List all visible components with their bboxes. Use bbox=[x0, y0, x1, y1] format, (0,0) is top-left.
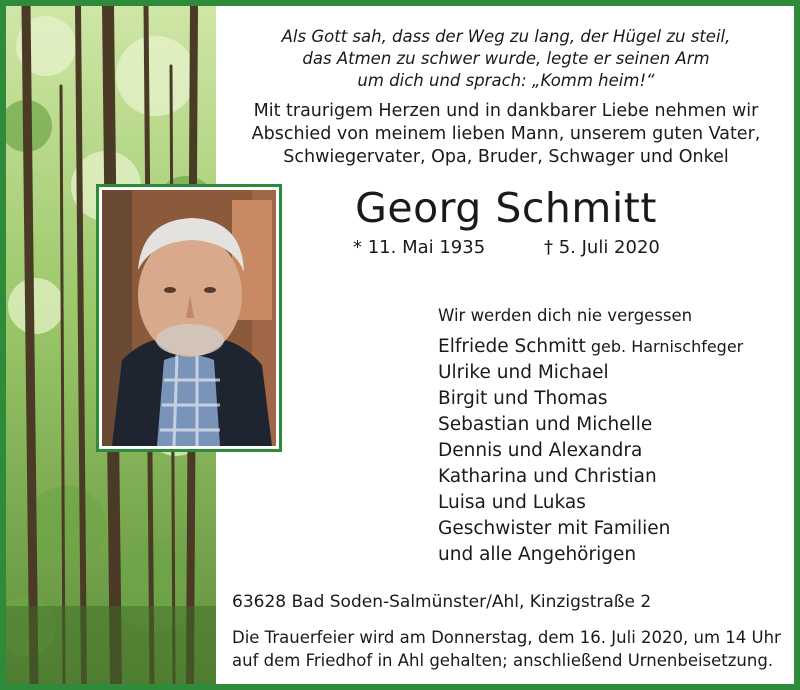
birth-date: * 11. Mai 1935 bbox=[353, 237, 486, 258]
member-name: Luisa und Lukas bbox=[438, 492, 586, 513]
funeral-line: auf dem Friedhof in Ahl gehalten; anschließend Urnenbeisetzung. bbox=[232, 651, 774, 670]
intro-line: Abschied von meinem lieben Mann, unserem guten Vater, bbox=[251, 124, 761, 144]
family-member bbox=[438, 464, 788, 490]
family-motto: Wir werden dich nie vergessen bbox=[438, 306, 693, 325]
member-name: Ulrike und Michael bbox=[438, 362, 609, 383]
family-member bbox=[438, 360, 788, 386]
family-member bbox=[438, 490, 788, 516]
quote-line: das Atmen zu schwer wurde, legte er seinen Arm bbox=[302, 49, 710, 68]
funeral-line: Die Trauerfeier wird am Donnerstag, dem 16. Juli 2020, um 14 Uhr bbox=[232, 628, 781, 647]
portrait-photo bbox=[96, 184, 282, 452]
intro-line: Mit traurigem Herzen und in dankbarer Liebe nehmen wir bbox=[253, 101, 759, 121]
funeral-info bbox=[232, 626, 781, 672]
family-member bbox=[438, 412, 788, 438]
family-member bbox=[438, 542, 788, 568]
member-name: Birgit und Thomas bbox=[438, 388, 608, 409]
family-member bbox=[438, 334, 788, 360]
family-member bbox=[438, 438, 788, 464]
member-name: Dennis und Alexandra bbox=[438, 440, 643, 461]
family-member bbox=[438, 516, 788, 542]
member-name: Katharina und Christian bbox=[438, 466, 657, 487]
member-name: Elfriede Schmitt bbox=[438, 336, 586, 357]
family-list bbox=[438, 304, 788, 568]
intro-line: Schwiegervater, Opa, Bruder, Schwager und Onkel bbox=[283, 147, 729, 167]
intro-text bbox=[236, 100, 776, 169]
member-suffix: geb. Harnischfeger bbox=[585, 337, 744, 356]
address: 63628 Bad Soden-Salmünster/Ahl, Kinzigstraße 2 bbox=[232, 592, 652, 612]
family-member bbox=[438, 386, 788, 412]
member-name: und alle Angehörigen bbox=[438, 544, 637, 565]
deceased-name: Georg Schmitt bbox=[355, 184, 657, 232]
member-name: Sebastian und Michelle bbox=[438, 414, 653, 435]
quote bbox=[236, 26, 776, 92]
quote-line: Als Gott sah, dass der Weg zu lang, der Hügel zu steil, bbox=[281, 27, 731, 46]
death-date: † 5. Juli 2020 bbox=[544, 237, 660, 258]
member-name: Geschwister mit Familien bbox=[438, 518, 671, 539]
quote-line: um dich und sprach: „Komm heim!“ bbox=[357, 71, 655, 90]
